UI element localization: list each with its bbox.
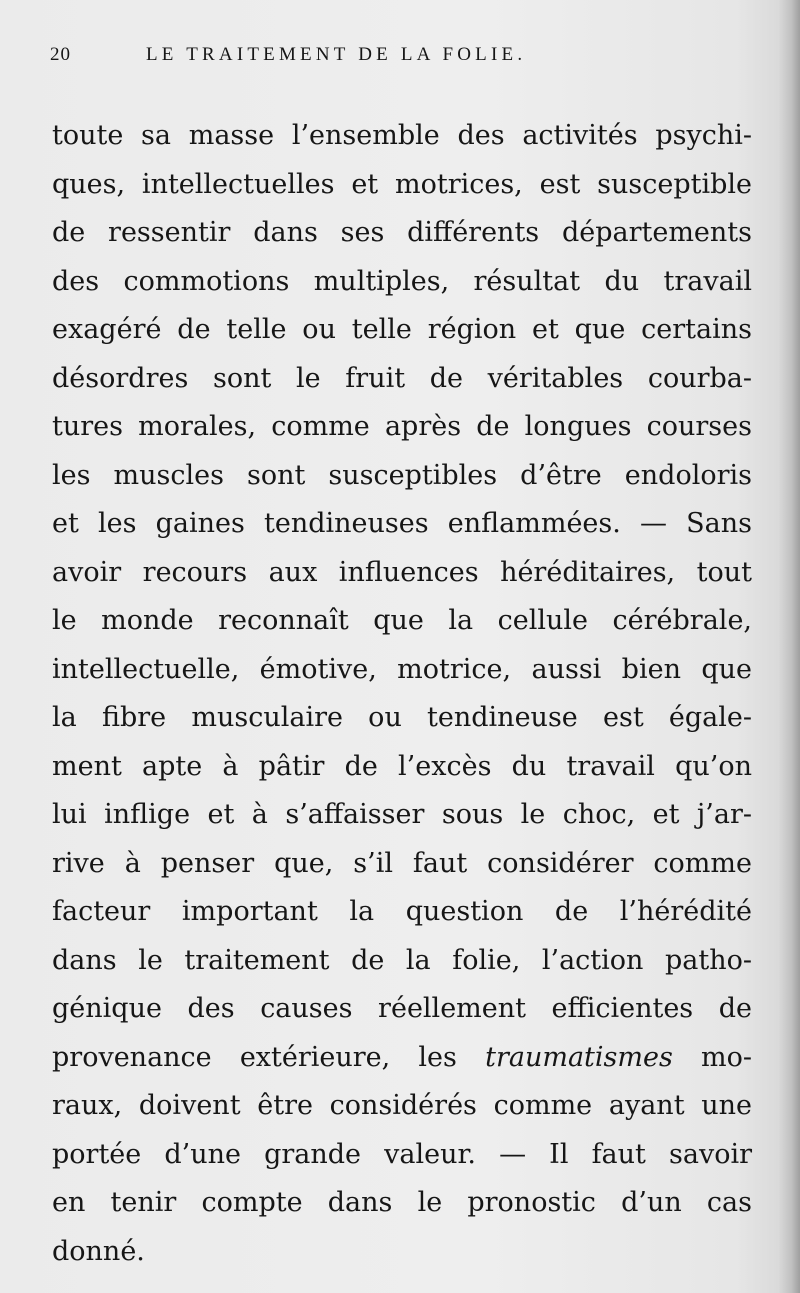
text-line-mixed (52, 1034, 752, 1083)
text-line: en tenir compte dans le pronostic d’un cas (52, 1187, 752, 1218)
text-line: avoir recours aux influences héréditaires, tout (52, 556, 752, 588)
italic-word: traumatismes (485, 1041, 673, 1073)
text-line: les muscles sont susceptibles d’être endoloris (52, 459, 752, 491)
text-line: raux, doivent être considérés comme ayant une (52, 1090, 752, 1121)
text-segment: provenance extérieure, les (52, 1041, 457, 1073)
text-line: facteur important la question de l’hérédité (52, 896, 752, 927)
running-head (50, 44, 750, 74)
running-title: LE TRAITEMENT DE LA FOLIE. (146, 44, 527, 65)
text-line: rive à penser que, s’il faut considérer comme (52, 847, 752, 879)
text-line: la fibre musculaire ou tendineuse est égale- (52, 702, 752, 733)
text-line: désordres sont le fruit de véritables courba- (52, 362, 752, 394)
text-segment: mo- (701, 1041, 752, 1073)
page-edge-shadow (778, 0, 800, 1293)
text-line: des commotions multiples, résultat du travail (52, 265, 752, 297)
text-line: et les gaines tendineuses enflammées. — Sans (52, 508, 752, 539)
text-line: toute sa masse l’ensemble des activités psychi- (52, 120, 752, 151)
body-text (52, 112, 752, 1276)
text-line: de ressentir dans ses différents départements (52, 217, 752, 248)
text-line: ment apte à pâtir de l’excès du travail qu’on (52, 750, 752, 782)
text-line: le monde reconnaît que la cellule cérébrale, (52, 605, 752, 636)
text-line: intellectuelle, émotive, motrice, aussi bien que (52, 653, 752, 685)
text-line: lui inflige et à s’affaisser sous le choc, et j’ar- (52, 799, 752, 830)
text-line: exagéré de telle ou telle région et que certains (52, 314, 752, 345)
text-line: tures morales, comme après de longues courses (52, 411, 752, 442)
text-line: génique des causes réellement efficientes de (52, 993, 752, 1024)
text-line: dans le traitement de la folie, l’action patho- (52, 944, 752, 976)
text-line: portée d’une grande valeur. — Il faut savoir (52, 1138, 752, 1170)
page-number: 20 (50, 44, 71, 65)
text-line: ques, intellectuelles et motrices, est susceptible (52, 168, 752, 200)
text-line: donné. (52, 1235, 145, 1267)
